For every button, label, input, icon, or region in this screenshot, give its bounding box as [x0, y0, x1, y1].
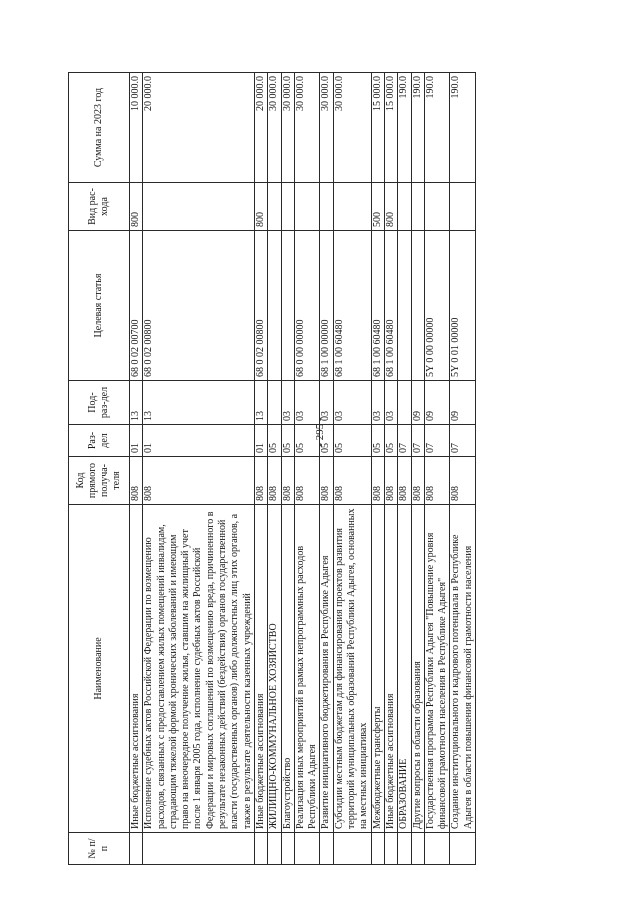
cell-name: Иные бюджетные ассигнования [130, 505, 143, 833]
cell-celevaya [398, 231, 411, 381]
table-wrapper [68, 73, 544, 865]
cell-vid [333, 183, 371, 231]
cell-vid [320, 183, 333, 231]
cell-celevaya [268, 231, 281, 381]
cell-razdel: 05 [294, 425, 320, 457]
rotated-table-block [68, 73, 544, 865]
table-row [294, 73, 320, 865]
cell-podrazdel: 09 [450, 381, 476, 425]
cell-kod: 808 [281, 457, 294, 505]
table-row [320, 73, 333, 865]
cell-summa: 190.0 [424, 73, 450, 183]
cell-razdel: 05 [281, 425, 294, 457]
cell-vid: 800 [384, 183, 397, 231]
cell-razdel: 07 [450, 425, 476, 457]
cell-name: Благоустройство [281, 505, 294, 833]
cell-num [384, 833, 397, 865]
table-row [398, 73, 411, 865]
cell-kod: 808 [411, 457, 424, 505]
cell-razdel: 01 [254, 425, 267, 457]
cell-celevaya: 68 0 02 00700 [130, 231, 143, 381]
cell-name: Межбюджетные трансферты [371, 505, 384, 833]
cell-num [143, 833, 255, 865]
cell-kod: 808 [333, 457, 371, 505]
cell-razdel: 07 [398, 425, 411, 457]
cell-podrazdel: 13 [143, 381, 255, 425]
cell-num [424, 833, 450, 865]
table-row [384, 73, 397, 865]
cell-vid [294, 183, 320, 231]
cell-kod: 808 [384, 457, 397, 505]
cell-name: Субсидии местным бюджетам для финансирования проектов развития территорий муниципальных образований Республики Адыгея, основанных на местных инициативах [333, 505, 371, 833]
cell-razdel: 05 [384, 425, 397, 457]
cell-summa: 190.0 [398, 73, 411, 183]
cell-num [450, 833, 476, 865]
cell-podrazdel: 09 [424, 381, 450, 425]
cell-name: ОБРАЗОВАНИЕ [398, 505, 411, 833]
cell-name: Другие вопросы в области образования [411, 505, 424, 833]
cell-vid [411, 183, 424, 231]
cell-razdel: 05 [320, 425, 333, 457]
cell-kod: 808 [268, 457, 281, 505]
cell-name: Развитие инициативного бюджетирования в Республике Адыгея [320, 505, 333, 833]
table-row [130, 73, 143, 865]
cell-celevaya [411, 231, 424, 381]
cell-podrazdel: 03 [281, 381, 294, 425]
cell-razdel: 07 [411, 425, 424, 457]
cell-num [398, 833, 411, 865]
cell-vid [143, 183, 255, 231]
cell-celevaya: 5Y 0 00 00000 [424, 231, 450, 381]
cell-summa: 30 000.0 [294, 73, 320, 183]
cell-celevaya: 68 1 00 60480 [384, 231, 397, 381]
cell-vid [281, 183, 294, 231]
cell-podrazdel: 03 [320, 381, 333, 425]
cell-razdel: 01 [130, 425, 143, 457]
cell-celevaya: 68 0 02 00800 [143, 231, 255, 381]
header-kod: Код прямого получа-теля [69, 457, 130, 505]
cell-celevaya: 68 0 02 00800 [254, 231, 267, 381]
cell-summa: 20 000.0 [254, 73, 267, 183]
cell-podrazdel [268, 381, 281, 425]
cell-celevaya: 68 1 00 60480 [333, 231, 371, 381]
cell-podrazdel: 03 [294, 381, 320, 425]
cell-name: Исполнение судебных актов Российской Федерации по возмещению расходов, связанных с предоставлением жилых помещений инвалидам, страдающим тяжелой формой хронических заболеваний и имеющим право на внеочередное получение жилья, ставшим на жилищный учет после 1 января 2005 года, исполнение судебных актов Российской Федерации и мировых соглашений по возмещению вреда, причиненного в результате незаконных действий (бездействия) органов государственной власти (государственных органов) либо должностных лиц этих органов, а также в результате деятельности казенных учреждений [143, 505, 255, 833]
cell-num [294, 833, 320, 865]
header-celevaya: Целевая статья [69, 231, 130, 381]
header-summa: Сумма на 2023 год [69, 73, 130, 183]
table-row [268, 73, 281, 865]
cell-razdel: 05 [333, 425, 371, 457]
cell-kod: 808 [450, 457, 476, 505]
cell-vid: 800 [130, 183, 143, 231]
cell-vid [424, 183, 450, 231]
cell-vid [268, 183, 281, 231]
cell-name: Иные бюджетные ассигнования [384, 505, 397, 833]
cell-vid: 500 [371, 183, 384, 231]
cell-razdel: 01 [143, 425, 255, 457]
table-row [411, 73, 424, 865]
cell-podrazdel: 13 [130, 381, 143, 425]
cell-podrazdel: 03 [333, 381, 371, 425]
table-row [450, 73, 476, 865]
cell-vid [450, 183, 476, 231]
cell-name: Реализация иных мероприятий в рамках непрограммных расходов Республики Адыгея [294, 505, 320, 833]
table-row [371, 73, 384, 865]
table-header-row [69, 73, 130, 865]
cell-summa: 30 000.0 [320, 73, 333, 183]
cell-num [371, 833, 384, 865]
cell-kod: 808 [371, 457, 384, 505]
cell-kod: 808 [254, 457, 267, 505]
cell-razdel: 05 [371, 425, 384, 457]
table-row [424, 73, 450, 865]
cell-summa: 15 000.0 [371, 73, 384, 183]
cell-summa: 10 000.0 [130, 73, 143, 183]
cell-kod: 808 [320, 457, 333, 505]
cell-num [411, 833, 424, 865]
header-podrazdel: Под-раз-дел [69, 381, 130, 425]
table-row [143, 73, 255, 865]
cell-kod: 808 [130, 457, 143, 505]
cell-num [268, 833, 281, 865]
cell-summa: 30 000.0 [281, 73, 294, 183]
table-body [130, 73, 476, 865]
cell-kod: 808 [143, 457, 255, 505]
table-row [281, 73, 294, 865]
cell-name: Государственная программа Республики Адыгея "Повышение уровня финансовой грамотности населения в Республике Адыгея" [424, 505, 450, 833]
header-vid: Вид рас-хода [69, 183, 130, 231]
cell-kod: 808 [294, 457, 320, 505]
header-num: № п/п [69, 833, 130, 865]
budget-table [68, 72, 476, 865]
cell-podrazdel: 09 [411, 381, 424, 425]
cell-summa: 30 000.0 [333, 73, 371, 183]
cell-podrazdel: 03 [371, 381, 384, 425]
cell-celevaya: 68 0 00 00000 [294, 231, 320, 381]
cell-razdel: 05 [268, 425, 281, 457]
cell-kod: 808 [424, 457, 450, 505]
cell-num [281, 833, 294, 865]
cell-podrazdel: 03 [384, 381, 397, 425]
cell-summa: 190.0 [450, 73, 476, 183]
cell-vid: 800 [254, 183, 267, 231]
cell-summa: 20 000.0 [143, 73, 255, 183]
cell-num [254, 833, 267, 865]
cell-vid [398, 183, 411, 231]
cell-kod: 808 [398, 457, 411, 505]
cell-name: ЖИЛИЩНО-КОММУНАЛЬНОЕ ХОЗЯЙСТВО [268, 505, 281, 833]
cell-summa: 15 000.0 [384, 73, 397, 183]
cell-celevaya: 5Y 0 01 00000 [450, 231, 476, 381]
cell-podrazdel: 13 [254, 381, 267, 425]
cell-num [333, 833, 371, 865]
cell-summa: 190.0 [411, 73, 424, 183]
cell-num [320, 833, 333, 865]
header-name: Наименование [69, 505, 130, 833]
table-row [254, 73, 267, 865]
cell-celevaya: 68 1 00 00000 [320, 231, 333, 381]
cell-celevaya [281, 231, 294, 381]
page-number: - 295 - [314, 417, 326, 447]
cell-name: Создание институционального и кадрового потенциала в Республике Адыгея в области повышения финансовой грамотности населения [450, 505, 476, 833]
cell-summa: 30 000.0 [268, 73, 281, 183]
header-razdel: Раз-дел [69, 425, 130, 457]
cell-num [130, 833, 143, 865]
cell-name: Иные бюджетные ассигнования [254, 505, 267, 833]
cell-celevaya: 68 1 00 60480 [371, 231, 384, 381]
cell-razdel: 07 [424, 425, 450, 457]
cell-podrazdel [398, 381, 411, 425]
table-row [333, 73, 371, 865]
